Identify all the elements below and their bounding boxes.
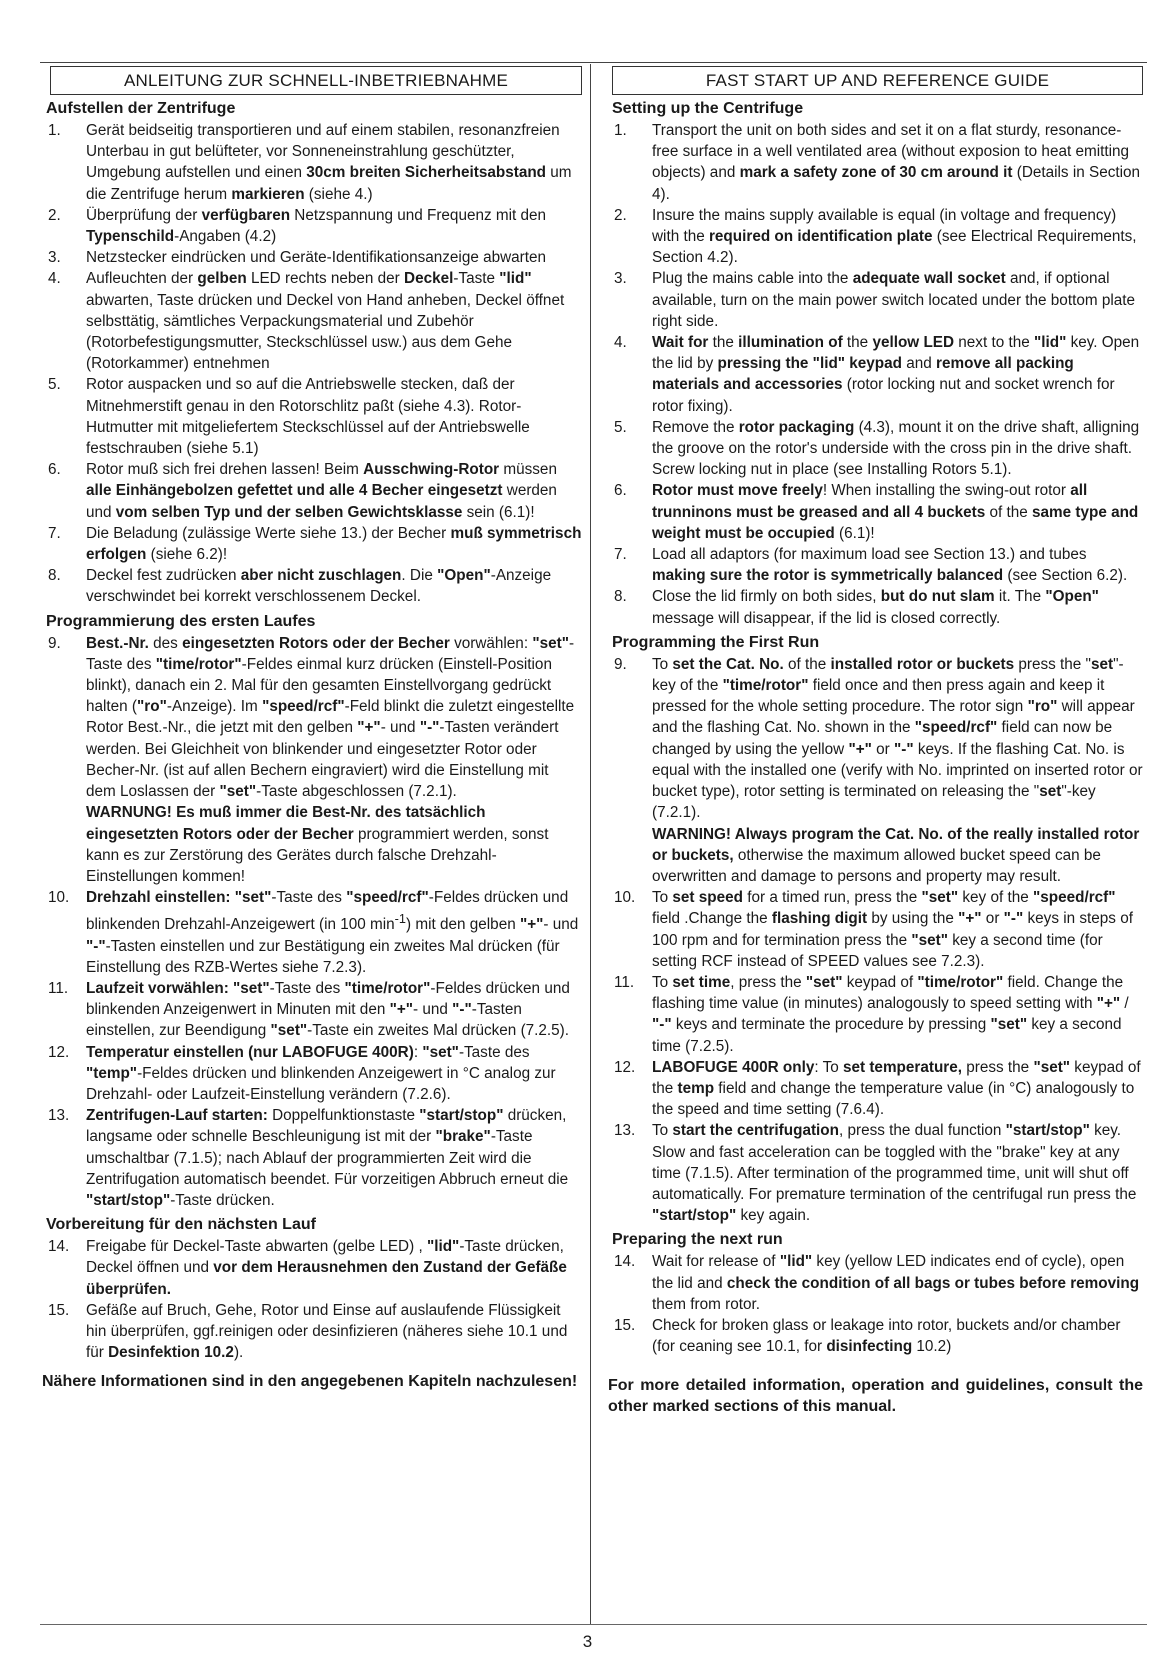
item-text: Wait for the illumination of the yellow LED next to the "lid" key. Open the lid by pressing the "lid" keypad and remove all packing materials and accessories (rotor locking nut and socket wrench for rotor fixing). xyxy=(652,334,1140,415)
section-heading: Aufstellen der Zentrifuge xyxy=(46,100,236,117)
instruction-item xyxy=(608,332,1143,417)
item-number: 4. xyxy=(48,270,61,288)
item-number: 8. xyxy=(48,567,61,585)
item-number: 12. xyxy=(614,1058,636,1076)
item-number: 13. xyxy=(614,1122,636,1140)
german-note: Nähere Informationen sind in den angegebenen Kapiteln nachzulesen! xyxy=(42,1373,578,1391)
item-number: 9. xyxy=(48,634,61,652)
item-number: 10. xyxy=(48,889,70,907)
item-text: Zentrifugen-Lauf starten: Doppelfunktionstaste "start/stop" drücken, langsame oder schnelle Beschleunigung ist mit der "brake"-Taste umschaltbar (7.1.5); nach Ablauf der programmierten Zeit wird die Zentrifugation automatisch beendet. Für vorzeitigen Abbruch erneut die "start/stop"-Taste drücken. xyxy=(86,1107,569,1210)
instruction-item xyxy=(608,205,1143,269)
instruction-item xyxy=(42,1300,582,1364)
instruction-item xyxy=(608,887,1143,972)
instruction-item xyxy=(608,1315,1143,1357)
instruction-item xyxy=(608,1251,1143,1315)
item-number: 15. xyxy=(614,1316,636,1334)
english-column xyxy=(608,66,1143,1417)
item-number: 14. xyxy=(48,1238,70,1256)
instruction-item xyxy=(42,268,582,374)
item-number: 7. xyxy=(48,524,61,542)
instruction-list xyxy=(42,633,582,1212)
item-number: 1. xyxy=(614,122,627,139)
english-title: FAST START UP AND REFERENCE GUIDE xyxy=(612,66,1143,95)
item-number: 14. xyxy=(614,1253,636,1271)
instruction-list xyxy=(42,1236,582,1363)
item-number: 3. xyxy=(48,249,61,267)
item-number: 5. xyxy=(614,418,627,436)
item-number: 9. xyxy=(614,655,627,673)
section-heading: Programming the First Run xyxy=(612,633,820,651)
item-number: 12. xyxy=(48,1043,70,1061)
instruction-item xyxy=(608,972,1143,1057)
section-heading: Programmierung des ersten Laufes xyxy=(46,612,316,630)
instruction-item xyxy=(42,1236,582,1300)
item-number: 11. xyxy=(614,973,635,991)
page-number: 3 xyxy=(582,1632,593,1651)
item-number: 8. xyxy=(614,588,627,606)
item-text: Temperatur einstellen (nur LABOFUGE 400R): "set"-Taste des "temp"-Feldes drücken und blinkenden Anzeigewert in °C analog zur Drehzahl- oder Laufzeit-Einstellung verändern (7.2.6). xyxy=(86,1043,556,1104)
item-text: Die Beladung (zulässige Werte siehe 13.) der Becher muß symmetrisch erfolgen (siehe 6.2)! xyxy=(86,524,582,564)
item-number: 11. xyxy=(48,980,69,998)
item-number: 15. xyxy=(48,1301,70,1319)
item-text: Laufzeit vorwählen: "set"-Taste des "time/rotor"-Feldes drücken und blinkenden Anzeigenwert in Minuten mit den "+"- und "-"-Tasten einstellen, zur Beendigung "set"-Taste ein zweites Mal drücken (7.2.5). xyxy=(86,980,570,1040)
instruction-item xyxy=(42,633,582,887)
item-number: 13. xyxy=(48,1107,70,1125)
item-text: Rotor must move freely! When installing the swing-out rotor all trunninons must be greased and all 4 buckets of the same type and weight must be occupied (6.1)! xyxy=(652,482,1139,542)
german-sections xyxy=(42,99,582,1363)
item-number: 10. xyxy=(614,889,636,907)
instruction-item xyxy=(608,417,1143,481)
instruction-list xyxy=(608,1251,1143,1357)
instruction-item xyxy=(608,544,1143,586)
column-divider xyxy=(590,64,591,1624)
german-title: ANLEITUNG ZUR SCHNELL-INBETRIEBNAHME xyxy=(50,66,582,95)
english-note: For more detailed information, operation and guidelines, consult the other marked sections of this manual. xyxy=(608,1377,1143,1416)
instruction-list xyxy=(608,120,1143,629)
english-sections xyxy=(608,99,1143,1357)
instruction-item xyxy=(608,1120,1143,1226)
item-text: Deckel fest zudrücken aber nicht zuschlagen. Die "Open"-Anzeige verschwindet bei korrekt verschlossenem Deckel. xyxy=(86,567,552,606)
instruction-item xyxy=(608,120,1143,205)
instruction-item xyxy=(42,1042,582,1106)
section-heading: Preparing the next run xyxy=(612,1231,783,1249)
item-text: Best.-Nr. des eingesetzten Rotors oder der Becher vorwählen: "set"-Taste des "time/rotor"-Feldes einmal kurz drücken (Einstell-Position blinkt), danach ein 2. Mal für den gesamten Einstellvorgang gedrückt halten ("ro"-Anzeige). Im "speed/rcf"-Feld blinkt die zuletzt eingestellte Rotor Best.-Nr., die jetzt mit den gelben "+"- und "-"-Tasten verändert werden. Bei Gleichheit von blinkender und eingesetzter Rotor oder Becher-Nr. (ist auf allen Bechern eingraviert) wird die Einstellung mit dem Loslassen der "set"-Taste abgeschlossen (7.2.1). WARNUNG! Es muß immer die Best-Nr. des tatsächlich eingesetzten Rotors oder der Becher programmiert werden, sonst kann es zur Zerstörung des Gerätes durch falsche Drehzahl-Einstellungen kommen! xyxy=(86,634,575,885)
item-text: Rotor auspacken und so auf die Antriebswelle stecken, daß der Mitnehmerstift genau in den Rotorschlitz paßt (siehe 4.3). Rotor-Hutmutter mit mitgeliefertem Steckschlüssel auf der Antriebswelle festschrauben (siehe 5.1) xyxy=(86,376,530,458)
item-number: 2. xyxy=(48,206,61,224)
item-text: Gefäße auf Bruch, Gehe, Rotor und Einse auf auslaufende Flüssigkeit hin überprüfen, ggf.reinigen oder desinfizieren (näheres siehe 10.1 und für Desinfektion 10.2). xyxy=(86,1301,568,1362)
instruction-item xyxy=(42,120,582,205)
instruction-list xyxy=(42,120,582,608)
instruction-item xyxy=(42,247,582,268)
item-text: Gerät beidseitig transportieren und auf einem stabilen, resonanzfreien Unterbau in gut belüfteter, vor Sonneneinstrahlung geschützter, Umgebung aufstellen und einen 30cm breiten Sicherheitsabstand um die Zentrifuge herum markieren (siehe 4.) xyxy=(86,122,572,203)
german-column xyxy=(42,66,582,1392)
instruction-item xyxy=(608,480,1143,544)
item-text: Check for broken glass or leakage into rotor, buckets and/or chamber (for ceaning see 10.1, for disinfecting 10.2) xyxy=(652,1316,1121,1356)
top-rule xyxy=(40,62,1147,63)
item-number: 5. xyxy=(48,376,61,394)
item-number: 2. xyxy=(614,206,627,224)
item-text: LABOFUGE 400R only: To set temperature, press the "set" keypad of the temp field and change the temperature value (in °C) analogously to the speed and time setting (7.6.4). xyxy=(652,1058,1141,1119)
item-text: Netzstecker eindrücken und Geräte-Identifikationsanzeige abwarten xyxy=(86,249,547,267)
section-heading: Setting up the Centrifuge xyxy=(612,100,804,117)
item-text: To set the Cat. No. of the installed rotor or buckets press the "set"-key of the "time/rotor" field once and then press again and keep it pressed for the whole setting procedure. The rotor sign "ro" will appear and the flashing Cat. No. shown in the "speed/rcf" field can now be changed by using the yellow "+" or "-" keys. If the flashing Cat. No. is equal with the installed one (verify with No. imprinted on inserted rotor or bucket type), rotor setting is terminated on releasing the "set"-key (7.2.1). WARNING! Always program the Cat. No. of the really installed rotor or buckets, otherwise the maximum allowed bucket speed can be overwritten and damage to persons and property may result. xyxy=(652,655,1143,885)
item-number: 6. xyxy=(614,482,627,500)
item-number: 6. xyxy=(48,461,61,479)
item-text: To start the centrifugation, press the dual function "start/stop" key. Slow and fast acceleration can be toggled with the "brake" key at any time (7.1.5). After termination of the programmed time, unit will shut off automatically. For premature termination of the centrifugal run press the "start/stop" key again. xyxy=(652,1122,1137,1225)
item-text: Close the lid firmly on both sides, but do nut slam it. The "Open" message will disappear, if the lid is closed correctly. xyxy=(652,588,1099,627)
item-text: Aufleuchten der gelben LED rechts neben der Deckel-Taste "lid" abwarten, Taste drücken und Deckel von Hand anheben, Deckel öffnet selbsttätig, sämtliches Verpackungsmaterial und Zubehör (Rotorbefestigungsmutter, Steckschlüssel usw.) aus dem Gehe (Rotorkammer) entnehmen xyxy=(86,270,565,373)
instruction-item xyxy=(42,374,582,459)
item-number: 4. xyxy=(614,334,627,352)
instruction-item xyxy=(608,1057,1143,1121)
item-text: Drehzahl einstellen: "set"-Taste des "speed/rcf"-Feldes drücken und blinkenden Drehzahl-Anzeigewert (in 100 $\min^{-1}$) mit den gelben "+"- und "-"-Tasten einstellen und zur Bestätigung ein zweites Mal drücken (für Einstellung des RZB-Wertes siehe 7.2.3). xyxy=(86,889,579,976)
instruction-item xyxy=(608,654,1143,887)
instruction-item xyxy=(42,887,582,978)
instruction-item xyxy=(42,523,582,565)
item-text: Insure the mains supply available is equal (in voltage and frequency) with the required on identification plate (see Electrical Requirements, Section 4.2). xyxy=(652,206,1137,267)
instruction-item xyxy=(608,268,1143,332)
instruction-item xyxy=(608,586,1143,628)
item-number: 3. xyxy=(614,270,627,288)
instruction-item xyxy=(42,565,582,607)
instruction-item xyxy=(42,459,582,523)
instruction-item xyxy=(42,205,582,247)
item-text: Plug the mains cable into the adequate wall socket and, if optional available, turn on the main power switch located under the bottom plate right side. xyxy=(652,270,1135,330)
instruction-item xyxy=(42,1105,582,1211)
item-text: To set speed for a timed run, press the "set" key of the "speed/rcf" field .Change the flashing digit by using the "+" or "-" keys in steps of 100 rpm and for termination press the "set" key a second time (for setting RCF instead of SPEED values see 7.2.3). xyxy=(652,889,1133,970)
item-text: Rotor muß sich frei drehen lassen! Beim Ausschwing-Rotor müssen alle Einhängebolzen gefettet und alle 4 Becher eingesetzt werden und vom selben Typ und der selben Gewichtsklasse sein (6.1)! xyxy=(86,461,557,521)
instruction-list xyxy=(608,654,1143,1226)
item-text: Remove the rotor packaging (4.3), mount it on the drive shaft, alligning the groove on the rotor's underside with the cross pin in the drive shaft. Screw locking nut in place (see Installing Rotors 5.1). xyxy=(652,418,1140,479)
item-text: To set time, press the "set" keypad of "time/rotor" field. Change the flashing time value (in minutes) analogously to speed setting with "+" / "-" keys and terminate the procedure by pressing "set" key a second time (7.2.5). xyxy=(652,973,1129,1055)
item-text: Load all adaptors (for maximum load see Section 13.) and tubes making sure the rotor is symmetrically balanced (see Section 6.2). xyxy=(652,546,1128,585)
item-text: Transport the unit on both sides and set it on a flat sturdy, resonance-free surface in a well ventilated area (without exposion to heat emitting objects) and mark a safety zone of 30 cm around it (Details in Section 4). xyxy=(652,122,1141,203)
item-number: 7. xyxy=(614,546,627,564)
instruction-item xyxy=(42,978,582,1042)
item-text: Wait for release of "lid" key (yellow LED indicates end of cycle), open the lid and check the condition of all bags or tubes before removing them from rotor. xyxy=(652,1253,1140,1313)
item-text: Überprüfung der verfügbaren Netzspannung und Frequenz mit den Typenschild-Angaben (4.2) xyxy=(86,206,547,246)
bottom-rule xyxy=(40,1624,1147,1625)
item-text: Freigabe für Deckel-Taste abwarten (gelbe LED) , "lid"-Taste drücken, Deckel öffnen und vor dem Herausnehmen den Zustand der Gefäße überprüfen. xyxy=(86,1238,567,1298)
item-number: 1. xyxy=(48,122,61,139)
section-heading: Vorbereitung für den nächsten Lauf xyxy=(46,1216,316,1234)
